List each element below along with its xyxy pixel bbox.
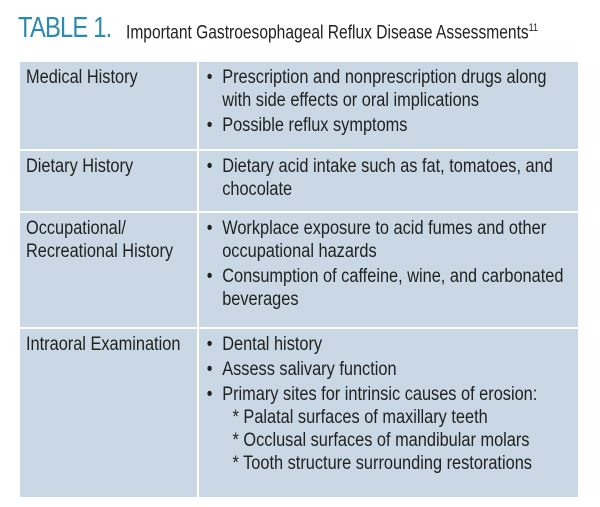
assessments-table	[18, 60, 580, 499]
category-cell	[19, 61, 198, 150]
list-item: • Workplace exposure to acid fumes and other occupational hazards	[205, 217, 571, 263]
table-row	[19, 150, 579, 212]
reference-superscript: 11	[528, 22, 539, 34]
category-label: Dietary History	[26, 156, 134, 177]
category-label: Medical History	[26, 67, 138, 88]
table-caption	[126, 22, 538, 44]
table-number: TABLE 1.	[18, 12, 112, 44]
table-title	[18, 12, 539, 45]
list-item: • Prescription and nonprescription drugs along with side effects or oral implications	[205, 66, 571, 112]
sub-item: * Palatal surfaces of maxillary teeth	[232, 407, 488, 428]
table-row	[19, 328, 579, 498]
caption-text: Important Gastroesophageal Reflux Disease Assessments	[126, 22, 529, 44]
category-cell	[19, 328, 198, 498]
category-cell	[19, 212, 198, 328]
list-item: • Dietary acid intake such as fat, tomatoes, and chocolate	[205, 155, 571, 201]
items-cell	[198, 61, 579, 150]
items-cell	[198, 328, 579, 498]
list-item: • Consumption of caffeine, wine, and carbonated beverages	[205, 265, 571, 311]
list-item: • Assess salivary function	[205, 358, 571, 381]
category-cell	[19, 150, 198, 212]
sub-item: * Tooth structure surrounding restorations	[232, 453, 532, 474]
list-item: • Dental history	[205, 333, 571, 356]
list-item	[205, 383, 571, 475]
category-label: Occupational/ Recreational History	[26, 218, 174, 262]
table-row	[19, 212, 579, 328]
table-row	[19, 61, 579, 150]
category-label: Intraoral Examination	[26, 334, 181, 355]
items-cell	[198, 150, 579, 212]
list-item: • Possible reflux symptoms	[205, 114, 571, 137]
sub-item: * Occlusal surfaces of mandibular molars	[232, 430, 530, 451]
list-item-text: Primary sites for intrinsic causes of erosion:	[222, 384, 538, 405]
items-cell	[198, 212, 579, 328]
